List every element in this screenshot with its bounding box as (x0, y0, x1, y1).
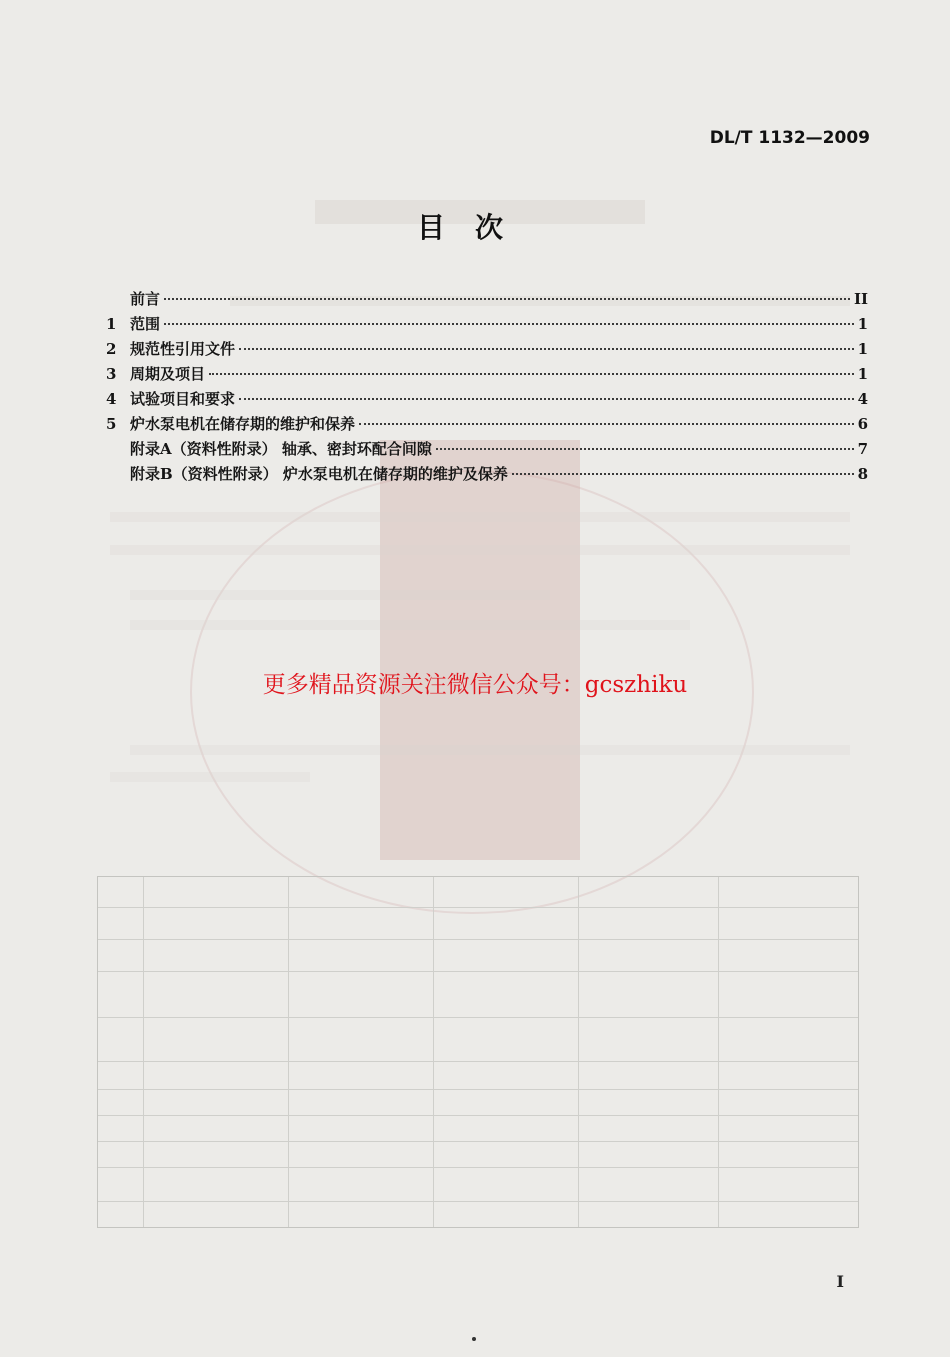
toc-entry-storage-maintenance[interactable] (106, 413, 868, 438)
bleed-through-line (130, 620, 690, 630)
toc-entry-label: 炉水泵电机在储存期的维护和保养 (130, 415, 356, 433)
toc-entry-label: 范围 (130, 315, 161, 333)
toc-entry-page: 8 (857, 465, 868, 483)
dot-leader (209, 373, 854, 375)
toc-entry-appendix-b[interactable] (106, 463, 868, 488)
dot-leader (359, 423, 854, 425)
toc-entry-foreword[interactable] (106, 288, 868, 313)
toc-entry-number: 5 (106, 415, 117, 433)
toc-entry-page: 1 (857, 340, 868, 358)
toc-entry-label: 附录A（资料性附录） 轴承、密封环配合间隙 (130, 440, 432, 458)
toc-entry-number: 4 (106, 390, 117, 408)
dot-leader (239, 398, 854, 400)
dot-leader (436, 448, 854, 450)
bleed-through-line (130, 745, 850, 755)
dot-leader (164, 298, 850, 300)
dot-leader (164, 323, 854, 325)
dot-leader (239, 348, 854, 350)
toc-entry-page: 7 (857, 440, 868, 458)
page-number: I (836, 1272, 844, 1291)
toc-entry-page: 1 (857, 365, 868, 383)
toc-entry-number: 2 (106, 340, 117, 358)
bleed-through-line (130, 590, 550, 600)
bleed-through-line (110, 545, 850, 555)
toc-entry-label: 前言 (130, 290, 161, 308)
stamp-shadow (380, 440, 580, 860)
promo-watermark-text: 更多精品资源关注微信公众号：gcszhiku (262, 672, 688, 698)
toc-entry-scope[interactable] (106, 313, 868, 338)
bleed-through-line (110, 512, 850, 522)
toc-entry-test-items[interactable] (106, 388, 868, 413)
toc-entry-normative-references[interactable] (106, 338, 868, 363)
dot-leader (512, 473, 854, 475)
standard-number: DL/T 1132—2009 (709, 128, 870, 148)
toc-entry-appendix-a[interactable] (106, 438, 868, 463)
toc-entry-page: 4 (857, 390, 868, 408)
toc-entry-page: 1 (857, 315, 868, 333)
toc-entry-label: 规范性引用文件 (130, 340, 236, 358)
toc-entry-label: 附录B（资料性附录） 炉水泵电机在储存期的维护及保养 (130, 465, 508, 483)
toc-entry-period-and-items[interactable] (106, 363, 868, 388)
bottom-dot (472, 1337, 476, 1341)
toc-entry-page: II (853, 290, 868, 308)
toc-entry-label: 周期及项目 (130, 365, 206, 383)
bleed-through-line (110, 772, 310, 782)
toc-entry-page: 6 (857, 415, 868, 433)
bleed-through-table (97, 876, 859, 1228)
toc-entry-number: 1 (106, 315, 117, 333)
toc-entry-number: 3 (106, 365, 117, 383)
table-of-contents (106, 288, 868, 488)
toc-title: 目次 (416, 211, 533, 244)
toc-entry-label: 试验项目和要求 (130, 390, 236, 408)
